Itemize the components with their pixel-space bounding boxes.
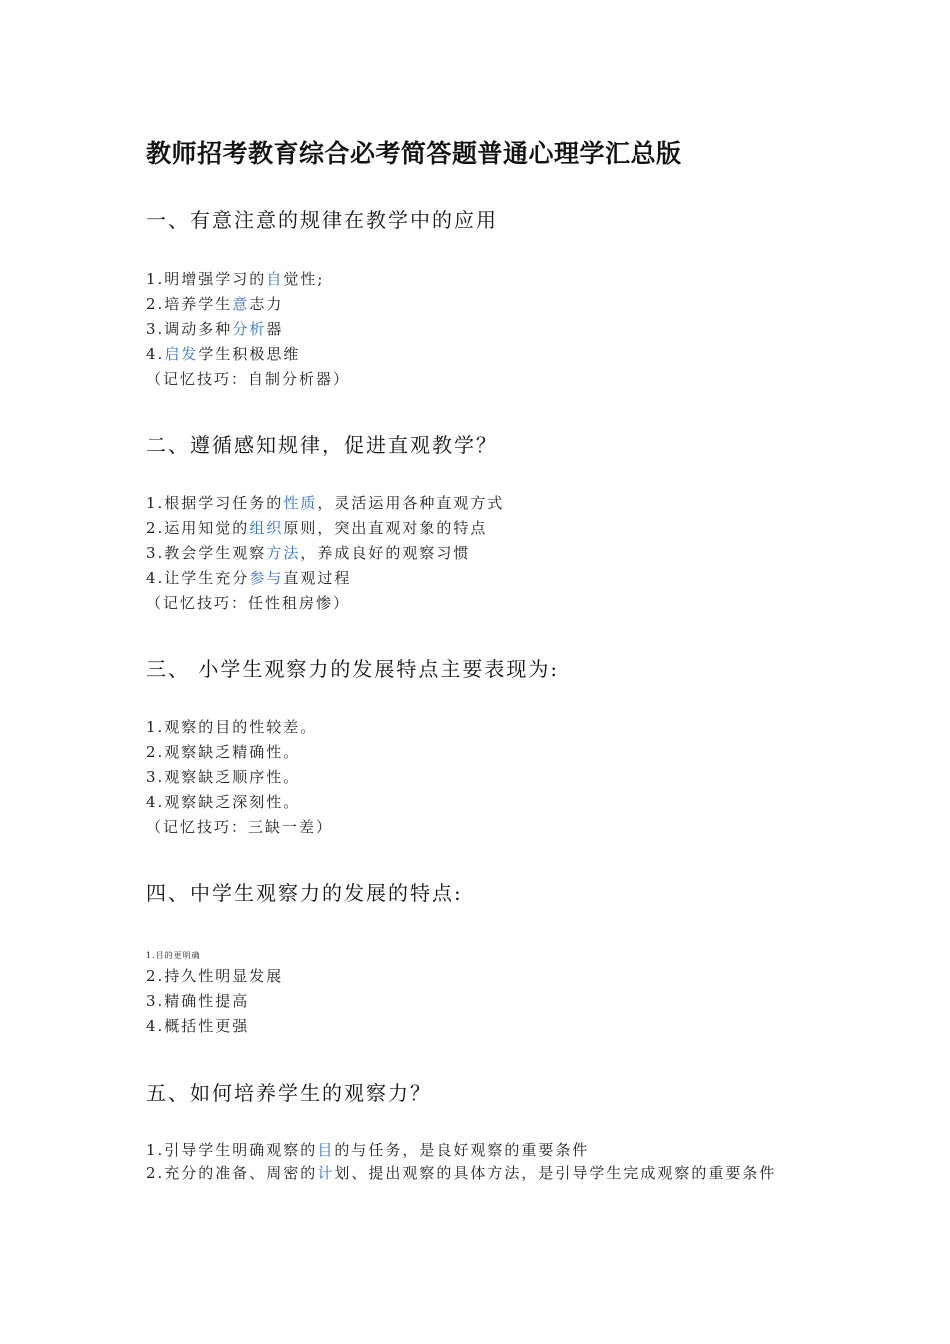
memory-tip: （记忆技巧：任性租房惨） [146, 594, 351, 612]
memory-tip: （记忆技巧：三缺一差） [146, 818, 334, 836]
list-item: 1.明增强学习的自觉性; [146, 270, 325, 288]
memory-tip: （记忆技巧：自制分析器） [146, 370, 351, 388]
list-item: 2.观察缺乏精确性。 [146, 743, 301, 761]
list-item: 4.概括性更强 [146, 1017, 250, 1035]
list-item: 2.运用知觉的组织原则，突出直观对象的特点 [146, 519, 488, 537]
section-heading-2: 二、遵循感知规律，促进直观教学？ [146, 433, 498, 457]
section-heading-5: 五、如何培养学生的观察力？ [146, 1081, 432, 1105]
list-item: 2.培养学生意志力 [146, 295, 284, 313]
list-item: 3.教会学生观察方法，养成良好的观察习惯 [146, 544, 471, 562]
list-item: 3.观察缺乏顺序性。 [146, 768, 301, 786]
list-item: 3.调动多种分析器 [146, 320, 284, 338]
section-heading-4: 四、中学生观察力的发展的特点: [146, 881, 463, 905]
list-item: 3.精确性提高 [146, 992, 250, 1010]
list-item: 4.观察缺乏深刻性。 [146, 793, 301, 811]
list-item: 2.充分的准备、周密的计划、提出观察的具体方法，是引导学生完成观察的重要条件 [146, 1164, 777, 1182]
list-item: 1.引导学生明确观察的目的与任务，是良好观察的重要条件 [146, 1141, 590, 1159]
list-item: 1.观察的目的性较差。 [146, 718, 318, 736]
list-item: 2.持久性明显发展 [146, 967, 284, 985]
list-item: 4.让学生充分参与直观过程 [146, 569, 352, 587]
list-item: 1.目的更明确 [146, 951, 201, 960]
section-heading-3: 三、 小学生观察力的发展特点主要表现为: [146, 657, 560, 681]
list-item: 4.启发学生积极思维 [146, 345, 301, 363]
list-item: 1.根据学习任务的性质，灵活运用各种直观方式 [146, 494, 505, 512]
page-title: 教师招考教育综合必考简答题普通心理学汇总版 [146, 139, 682, 168]
section-heading-1: 一、有意注意的规律在教学中的应用 [146, 208, 498, 232]
